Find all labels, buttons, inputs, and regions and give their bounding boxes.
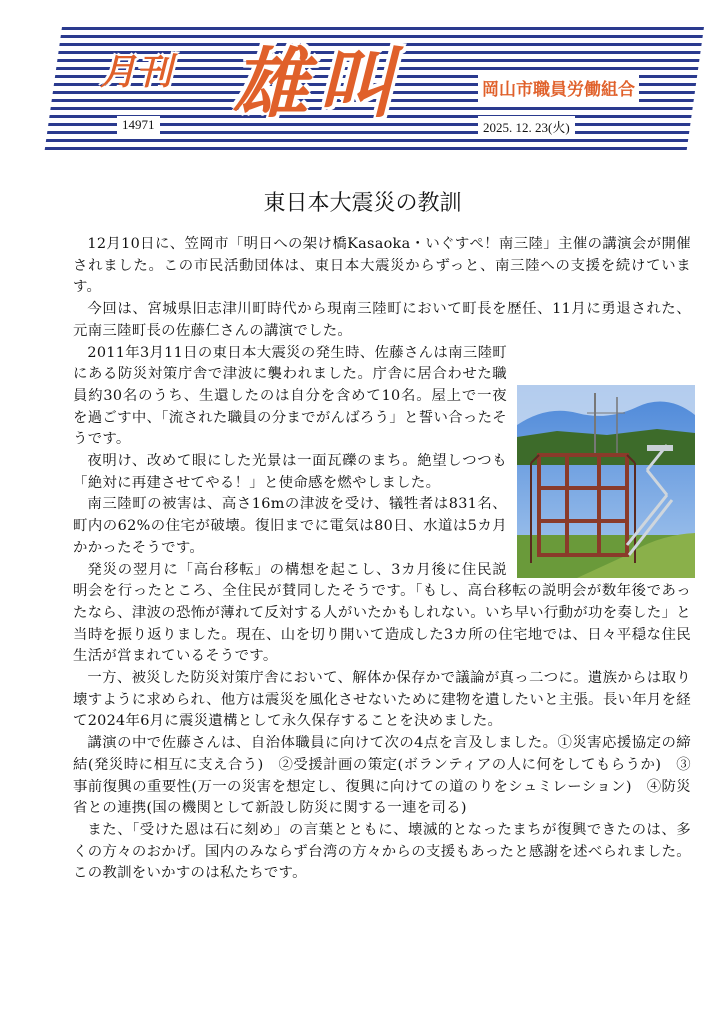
paragraph: 今回は、宮城県旧志津川町時代から現南三陸町において町長を歴任、11月に勇退された、元南三陸町長の佐藤仁さんの講演でした。 bbox=[73, 301, 691, 339]
article-headline: 東日本大震災の教訓 bbox=[263, 191, 462, 216]
paragraph: 南三陸町の被害は、高さ16mの津波を受け、犠牲者は831名、町内の62%の住宅が破壊。復旧までに電気は80日、水道は5カ月かかったそうです。 bbox=[73, 496, 507, 556]
article-body bbox=[73, 234, 691, 885]
paragraph: また、「受けた恩は石に刻め」の言葉とともに、壊滅的となったまちが復興できたのは、多くの方々のおかげ。国内のみならず台湾の方々からの支援もあったと感謝を述べられました。この教訓をいかすのは私たちです。 bbox=[73, 821, 691, 882]
paragraph: 講演の中で佐藤さんは、自治体職員に向けて次の4点を言及しました。①災害応援協定の締結(発災時に相互に支え合う) ②受援計画の策定(ボランティアの人に何をしてもらうか) ③事前復興の重要性(万一の災害を想定し、復興に向けての道のりをシュミレーション) ④防災省との連携(国の機関として新設し防災に関する一連を司る) bbox=[73, 735, 691, 817]
masthead-monthly: 月刊 bbox=[100, 52, 173, 93]
article-photo bbox=[517, 385, 695, 578]
paragraph: 夜明け、改めて眼にした光景は一面瓦礫のまち。絶望しつつも「絶対に再建させてやる！」と使命感を燃やしました。 bbox=[73, 453, 507, 491]
issue-date: 2025. 12. 23(火) bbox=[478, 116, 575, 137]
paragraph: 一方、被災した防災対策庁舎において、解体か保存かで議論が真っ二つに。遺族からは取り壊すように求められ、他方は震災を風化させないために建物を遺したいと主張。長い年月を経て2024年6月に震災遺構として永久保存することを決めました。 bbox=[73, 670, 691, 730]
paragraph: 発災の翌月に「高台移転」の構想を起こし、3カ月後に住民説明会を行ったところ、全住民が賛同したそうです。「もし、高台移転の説明会が数年後であったなら、津波の恐怖が薄れて反対する人がいたかもしれない。いち早い行動が功を奏した」と当時を振り返りました。現在、山を切り開いて造成した3カ所の住宅地では、日々平穏な住民生活が営まれているそうです。 bbox=[73, 561, 691, 665]
disaster-building-photo bbox=[517, 385, 695, 578]
masthead-title: 雄叫 bbox=[232, 39, 404, 128]
issue-number: 14971 bbox=[117, 116, 160, 134]
masthead-union-name: 岡山市職員労働組合 bbox=[478, 73, 639, 102]
paragraph: 2011年3月11日の東日本大震災の発生時、佐藤さんは南三陸町にある防災対策庁舎で津波に襲われました。庁舎に居合わせた職員約30名のうち、生還したのは自分を含めて10名。屋上で一夜を過ごす中、「流された職員の分までがんばろう」と誓い合ったそうです。 bbox=[73, 344, 507, 448]
paragraph: 12月10日に、笠岡市「明日への架け橋Kasaoka・いぐすぺ！南三陸」主催の講演会が開催されました。この市民活動団体は、東日本大震災からずっと、南三陸への支援を続けています。 bbox=[73, 236, 691, 296]
